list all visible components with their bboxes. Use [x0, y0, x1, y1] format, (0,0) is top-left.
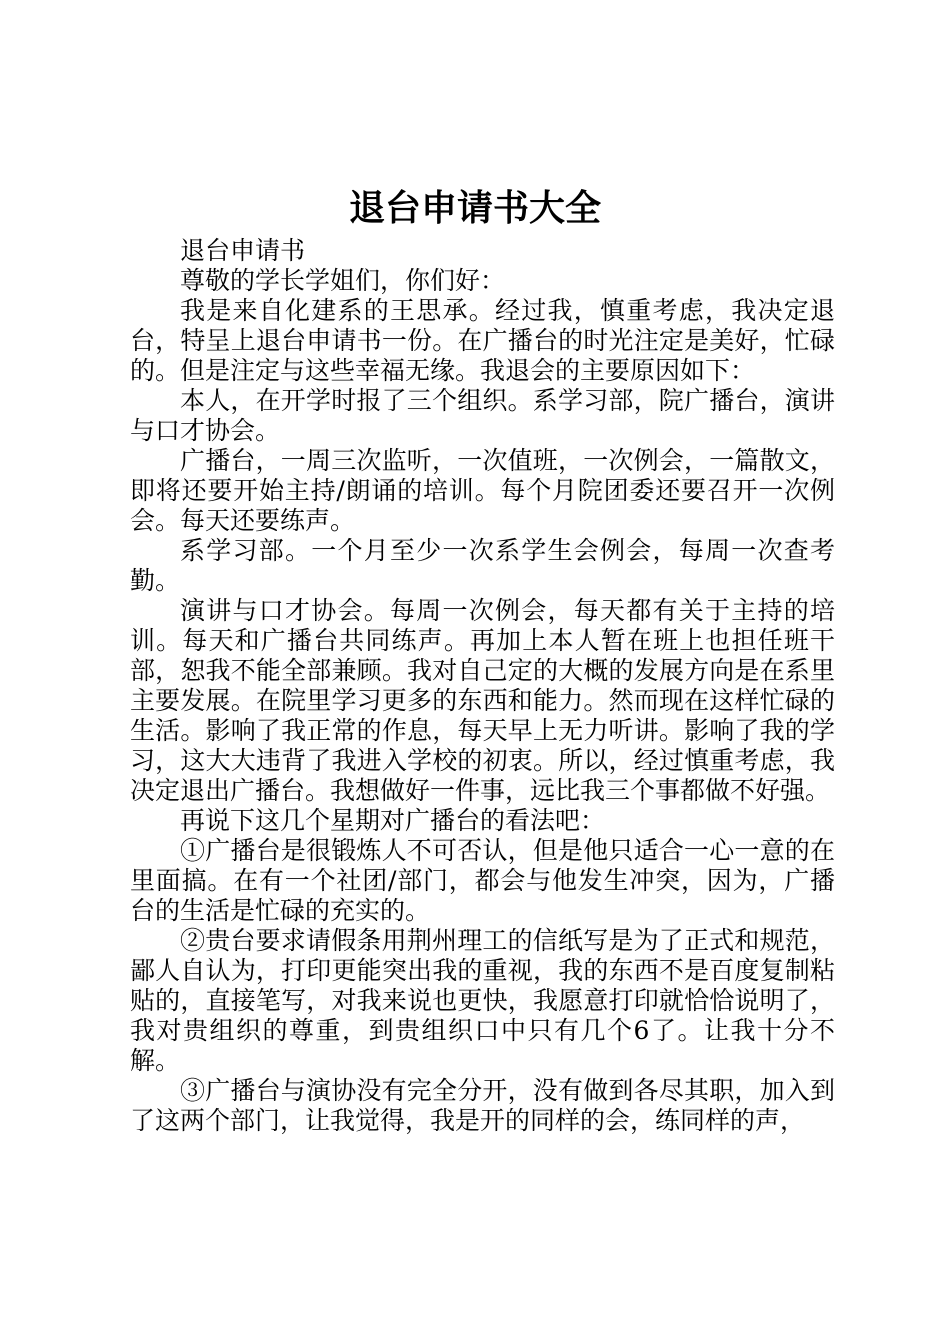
paragraph: 我是来自化建系的王思承。经过我，慎重考虑，我决定退台，特呈上退台申请书一份。在广播台的时光注定是美好，忙碌的。但是注定与这些幸福无缘。我退会的主要原因如下：	[130, 296, 835, 385]
paragraph: ②贵台要求请假条用荆州理工的信纸写是为了正式和规范，鄙人自认为，打印更能突出我的重视，我的东西不是百度复制粘贴的，直接笔写，对我来说也更快，我愿意打印就恰恰说明了，我对贵组织的尊重，到贵组织口中只有几个6了。让我十分不解。	[130, 926, 835, 1075]
paragraph: 系学习部。一个月至少一次系学生会例会，每周一次查考勤。	[130, 536, 835, 595]
paragraph: ③广播台与演协没有完全分开，没有做到各尽其职，加入到了这两个部门，让我觉得，我是开的同样的会，练同样的声，	[130, 1076, 835, 1135]
paragraph-greeting: 尊敬的学长学姐们，你们好：	[180, 266, 506, 295]
paragraph: 广播台，一周三次监听，一次值班，一次例会，一篇散文，即将还要开始主持/朗诵的培训。每个月院团委还要召开一次例会。每天还要练声。	[130, 446, 835, 535]
paragraph: 再说下这几个星期对广播台的看法吧：	[180, 806, 606, 835]
paragraph-heading: 退台申请书	[180, 236, 306, 265]
paragraph: 本人，在开学时报了三个组织。系学习部，院广播台，演讲与口才协会。	[130, 386, 835, 445]
document-body	[130, 236, 835, 1136]
paragraph: 演讲与口才协会。每周一次例会，每天都有关于主持的培训。每天和广播台共同练声。再加上本人暂在班上也担任班干部，恕我不能全部兼顾。我对自己定的大概的发展方向是在系里主要发展。在院里学习更多的东西和能力。然而现在这样忙碌的生活。影响了我正常的作息，每天早上无力听讲。影响了我的学习，这大大违背了我进入学校的初衷。所以，经过慎重考虑，我决定退出广播台。我想做好一件事，远比我三个事都做不好强。	[130, 596, 835, 805]
document-title: 退台申请书大全	[348, 188, 601, 229]
paragraph: ①广播台是很锻炼人不可否认，但是他只适合一心一意的在里面搞。在有一个社团/部门，都会与他发生冲突，因为，广播台的生活是忙碌的充实的。	[130, 836, 835, 925]
